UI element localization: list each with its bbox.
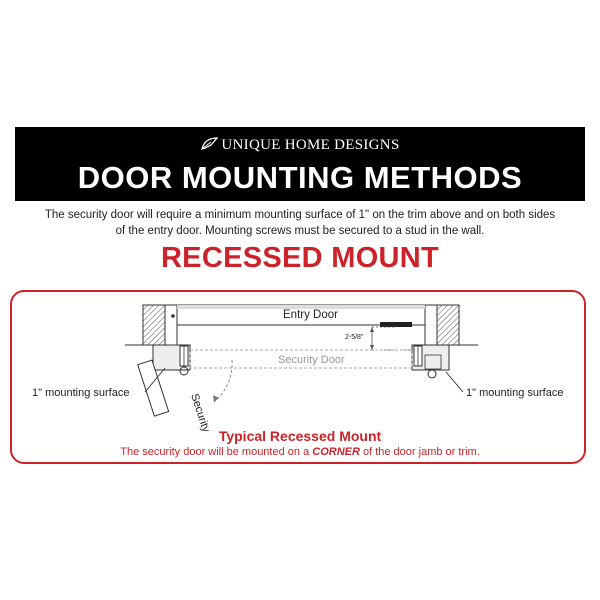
- entry-door-label: Entry Door: [283, 309, 338, 321]
- caption-sub-emphasis: CORNER: [312, 446, 360, 458]
- dimension-label: 2-5/8": [345, 334, 364, 341]
- caption-sub-after: of the door jamb or trim.: [359, 446, 480, 458]
- caption-subtitle: [0, 446, 600, 458]
- swing-arrow: [213, 395, 219, 402]
- right-mounting-surface-label: 1" mounting surface: [466, 387, 564, 399]
- left-mounting-surface-label: 1" mounting surface: [32, 387, 130, 399]
- brand-name: UNIQUE HOME DESIGNS: [221, 137, 400, 153]
- right-leader-line: [446, 372, 463, 392]
- swing-arc: [214, 360, 232, 402]
- intro-line-2: of the entry door. Mounting screws must be secured to a stud in the wall.: [115, 225, 485, 237]
- intro-line-1: The security door will require a minimum mounting surface of 1" on the trim above and on both sides: [44, 209, 556, 221]
- right-wall: [425, 305, 459, 345]
- swing-door-label: Security: [188, 392, 212, 434]
- left-wall: [143, 305, 177, 345]
- left-hinge-bracket: [180, 346, 188, 375]
- caption-sub-before: The security door will be mounted on a: [120, 446, 313, 458]
- page-title: DOOR MOUNTING METHODS: [77, 160, 523, 195]
- security-door-label: Security Door: [278, 354, 345, 366]
- caption-title: Typical Recessed Mount: [218, 428, 382, 444]
- section-title: RECESSED MOUNT: [160, 242, 440, 274]
